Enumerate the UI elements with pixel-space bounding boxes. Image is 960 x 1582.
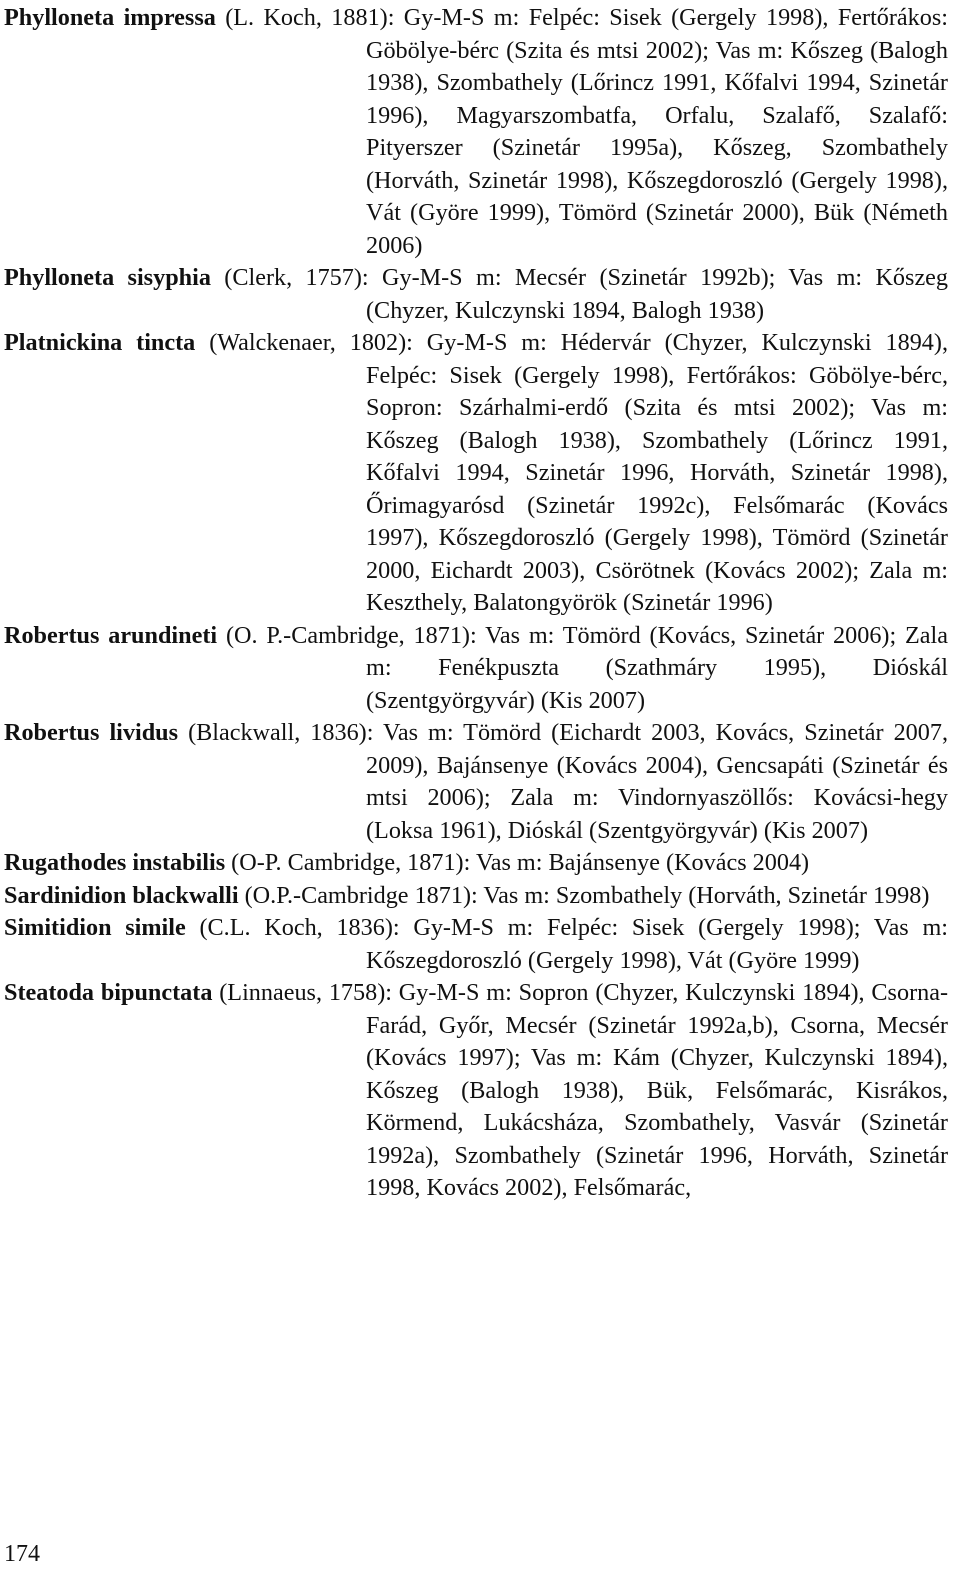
species-records: (Blackwall, 1836): Vas m: Tömörd (Eichardt 2003, Kovács, Szinetár 2007, 2009), Bajánsenye (Kovács 2004), Gencsapáti (Szinetár és mtsi 2006); Zala m: Vindornyaszöllős: Kovácsi-hegy (Loksa 1961), Dióskál (Szentgyörgyvár) (Kis 2007) [188,719,948,844]
species-entry [4,327,948,620]
species-entry [4,977,948,1205]
species-records: (O-P. Cambridge, 1871): Vas m: Bajánsenye (Kovács 2004) [231,849,810,876]
species-records: (O.P.-Cambridge 1871): Vas m: Szombathely (Horváth, Szinetár 1998) [244,881,930,909]
species-records: (Walckenaer, 1802): Gy-M-S m: Hédervár (Chyzer, Kulczynski 1894), Felpéc: Sisek (Gergely 1998), Fertőrákos: Göbölye-bérc, Sopron: Szárhalmi-erdő (Szita és mtsi 2002); Vas m: Kőszeg (Balogh 1938), Szombathely (Lőrincz 1991, Kőfalvi 1994, Szinetár 1996, Horváth, Szinetár 1998), Őrimagyarósd (Szinetár 1992c), Felsőmarác (Kovács 1997), Kőszegdoroszló (Gergely 1998), Tömörd (Szinetár 2000, Eichardt 2003), Csörötnek (Kovács 2002); Zala m: Keszthely, Balatongyörök (Szinetár 1996) [209,329,949,616]
species-name: Rugathodes instabilis [4,849,226,876]
species-records: (O. P.-Cambridge, 1871): Vas m: Tömörd (Kovács, Szinetár 2006); Zala m: Fenékpuszta (Szathmáry 1995), Dióskál (Szentgyörgyvár) (Kis 2007) [225,621,948,714]
species-name: Steatoda bipunctata [4,979,213,1006]
species-records: (L. Koch, 1881): Gy-M-S m: Felpéc: Sisek (Gergely 1998), Fertőrákos: Göbölye-bérc (Szita és mtsi 2002); Vas m: Kőszeg (Balogh 1938), Szombathely (Lőrincz 1991, Kőfalvi 1994, Szinetár 1996), Magyarszombatfa, Orfalu, Szalafő, Szalafő: Pityerszer (Szinetár 1995a), Kőszeg, Szombathely (Horváth, Szinetár 1998), Kőszegdoroszló (Gergely 1998), Vát (Györe 1999), Tömörd (Szinetár 2000), Bük (Németh 2006) [225,4,948,259]
species-entry [4,847,948,880]
species-name: Phylloneta sisyphia [4,264,211,291]
species-entry [4,620,948,718]
species-entry [4,717,948,847]
species-list [4,2,948,1205]
species-name: Robertus lividus [4,719,179,746]
page-number: 174 [4,1541,40,1567]
species-name: Phylloneta impressa [4,4,216,31]
species-name: Sardinidion blackwalli [4,881,239,909]
species-name: Robertus arundineti [4,621,218,649]
species-entry [4,880,948,913]
species-records: (C.L. Koch, 1836): Gy-M-S m: Felpéc: Sisek (Gergely 1998); Vas m: Kőszegdoroszló (Gergely 1998), Vát (Györe 1999) [199,914,948,974]
species-entry [4,2,948,262]
species-records: (Clerk, 1757): Gy-M-S m: Mecsér (Szinetár 1992b); Vas m: Kőszeg (Chyzer, Kulczynski 1894, Balogh 1938) [224,264,949,324]
species-name: Platnickina tincta [4,329,196,356]
species-entry [4,262,948,327]
species-name: Simitidion simile [4,914,186,941]
species-records: (Linnaeus, 1758): Gy-M-S m: Sopron (Chyzer, Kulczynski 1894), Csorna-Farád, Győr, Mecsér (Szinetár 1992a,b), Csorna, Mecsér (Kovács 1997); Vas m: Kám (Chyzer, Kulczynski 1894), Kőszeg (Balogh 1938), Bük, Felsőmarác, Kisrákos, Körmend, Lukácsháza, Szombathely, Vasvár (Szinetár 1992a), Szombathely (Szinetár 1996, Horváth, Szinetár 1998, Kovács 2002), Felsőmarác, [219,979,949,1201]
species-entry [4,912,948,977]
